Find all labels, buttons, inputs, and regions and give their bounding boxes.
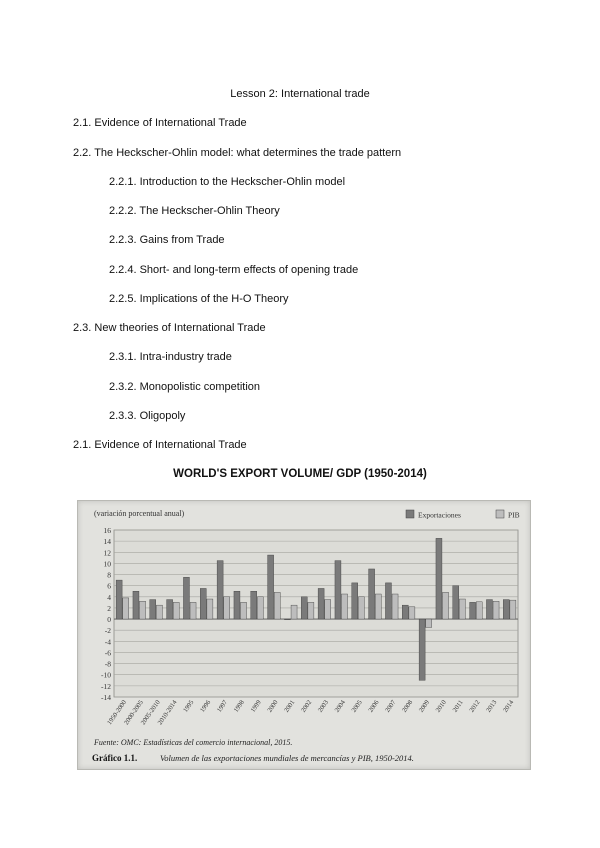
legend-label: PIB [508,510,520,520]
x-tick-label: 2012 [468,699,482,714]
figure-source: Fuente: OMC: Estadísticas del comercio internacional, 2015. [94,738,293,747]
x-tick-label: 2000-2005 [122,699,145,727]
export-bar [453,586,459,619]
y-tick-label: 14 [103,537,111,547]
export-bar [419,619,425,680]
outline-item: 2.2.4. Short- and long-term effects of opening trade [109,264,359,276]
outline-item: 2.2.2. The Heckscher-Ohlin Theory [109,205,280,217]
export-bar [183,577,189,619]
export-bar [335,561,341,619]
gdp-bar [358,597,364,619]
x-tick-label: 2000 [266,699,280,714]
x-tick-label: 2009 [417,699,432,714]
x-tick-label: 1997 [215,699,230,714]
gdp-bar [443,592,449,619]
outline-item: 2.2.3. Gains from Trade [109,234,225,246]
gdp-bar [459,599,465,619]
outline-item: 2.3.3. Oligopoly [109,410,186,422]
gdp-bar [325,600,331,619]
export-bar [217,561,223,619]
gdp-bar [207,599,213,619]
outline-item: 2.2. The Heckscher-Ohlin model: what determines the trade pattern [73,147,402,159]
legend-swatch [496,510,504,518]
gdp-bar [510,600,516,619]
export-bar [503,600,509,619]
y-tick-label: 10 [103,559,111,569]
x-tick-label: 1950-2000 [106,699,129,727]
x-tick-label: 2007 [384,699,398,714]
export-bar [251,591,257,619]
export-bar [470,602,476,619]
document-title: Lesson 2: International trade [230,88,370,100]
gdp-bar [426,619,432,627]
export-bar [116,580,122,619]
y-tick-label: 8 [107,570,111,580]
export-bar [352,583,358,619]
y-tick-label: -4 [104,637,111,647]
outline-item: 2.2.5. Implications of the H-O Theory [109,293,289,305]
y-tick-label: 2 [107,603,111,613]
y-tick-label: -14 [101,693,111,702]
gdp-bar [123,598,129,619]
gdp-bar [409,607,415,619]
y-tick-label: -6 [104,648,111,658]
y-tick-label: 12 [103,548,111,558]
export-bar [150,600,156,619]
gdp-bar [224,597,230,619]
x-tick-label: 1996 [199,699,213,714]
x-tick-label: 2001 [283,699,297,714]
gdp-bar [342,594,348,619]
gdp-bar [291,605,297,619]
outline-item: 2.1. Evidence of International Trade [73,117,247,129]
export-bar [268,555,274,619]
export-bar [284,619,290,620]
legend-swatch [406,510,414,518]
x-tick-label: 1995 [182,699,196,714]
y-tick-label: -12 [101,681,111,691]
gdp-bar [375,594,381,619]
x-tick-label: 2011 [451,699,465,714]
legend-label: Exportaciones [418,510,461,520]
gdp-bar [173,602,179,619]
y-tick-label: 16 [103,526,111,535]
y-tick-label: 6 [107,581,111,591]
gdp-bar [308,602,314,619]
export-bar [133,591,139,619]
export-bar [200,588,206,619]
x-tick-label: 2008 [401,699,415,714]
gdp-bar [190,602,196,619]
outline-item: 2.1. Evidence of International Trade [73,439,247,451]
gdp-bar [493,601,499,619]
x-tick-label: 2006 [367,699,381,714]
figure-caption-text: Volumen de las exportaciones mundiales de mercancías y PIB, 1950-2014. [160,753,414,763]
chart-heading: WORLD'S EXPORT VOLUME/ GDP (1950-2014) [173,468,427,480]
x-tick-label: 2013 [485,699,499,714]
gdp-bar [257,597,263,619]
x-tick-label: 2014 [502,699,516,714]
export-bar [234,591,240,619]
gdp-bar [476,602,482,619]
x-tick-label: 2010-2014 [156,699,179,727]
chart-figure [77,500,531,770]
export-bar [318,588,324,619]
bar-chart [78,501,530,769]
outline-item: 2.2.1. Introduction to the Heckscher-Ohlin model [109,176,346,188]
figure-caption-label: Gráfico 1.1. [92,753,138,763]
x-tick-label: 2010 [434,699,448,714]
gdp-bar [156,605,162,619]
y-axis-label: (variación porcentual anual) [94,509,185,518]
export-bar [369,569,375,619]
y-tick-label: -8 [104,659,111,669]
y-tick-label: -2 [104,626,111,636]
outline-item: 2.3.2. Monopolistic competition [109,381,261,393]
x-tick-label: 1998 [232,699,246,714]
gdp-bar [241,602,247,619]
x-tick-label: 2005-2010 [139,699,162,727]
y-tick-label: -10 [101,670,111,680]
outline-item: 2.3.1. Intra-industry trade [109,351,232,363]
x-tick-label: 2004 [333,699,347,714]
x-tick-label: 2002 [300,699,314,714]
gdp-bar [274,592,280,619]
x-tick-label: 2003 [316,699,331,714]
x-tick-label: 1999 [249,699,263,714]
export-bar [385,583,391,619]
export-bar [402,605,408,619]
x-tick-label: 2005 [350,699,364,714]
gdp-bar [392,594,398,619]
export-bar [486,600,492,619]
y-tick-label: 4 [107,592,111,602]
export-bar [301,597,307,619]
export-bar [436,538,442,619]
y-tick-label: 0 [107,615,111,625]
gdp-bar [140,601,146,619]
outline-item: 2.3. New theories of International Trade [73,322,266,334]
export-bar [167,600,173,619]
